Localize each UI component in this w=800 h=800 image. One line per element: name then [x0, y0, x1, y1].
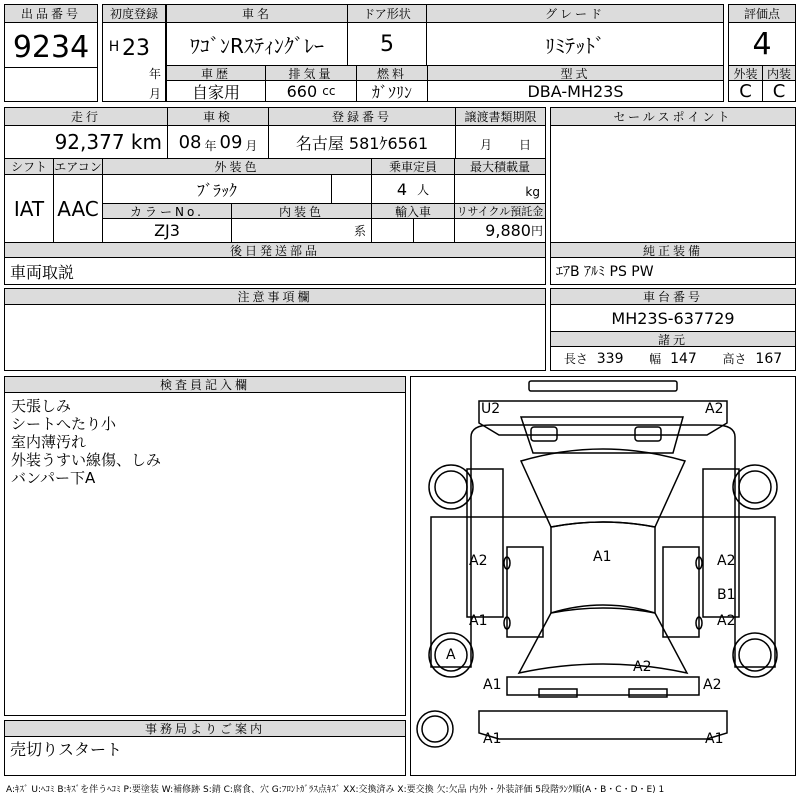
office-box — [4, 720, 406, 776]
history: 自家用 — [191, 82, 240, 102]
plate-label: 登録番号 — [269, 108, 455, 126]
recycle-fee: 9,880 円 — [485, 221, 543, 240]
damage-mark: A2 — [705, 401, 724, 417]
damage-mark: A2 — [633, 659, 652, 675]
history-label: 車歴 — [167, 66, 265, 81]
damage-mark: A2 — [469, 553, 488, 569]
damage-mark: U2 — [481, 401, 501, 417]
inspector-box — [4, 376, 406, 716]
transfer-month: 月 — [479, 137, 492, 152]
inspector-label: 検査員記入欄 — [5, 377, 405, 393]
car-name: ﾜｺﾞﾝRｽﾃｨﾝｸﾞﾚｰ — [190, 33, 324, 58]
damage-mark: A1 — [483, 677, 502, 693]
first-registration-box — [102, 4, 166, 102]
car-name-label: 車名 — [167, 5, 347, 23]
later-parts-label: 後日発送部品 — [5, 243, 545, 258]
chassis-label: 車台番号 — [551, 289, 795, 305]
lot-number: 9234 — [12, 29, 90, 65]
inspector-line: シートへたり小 — [11, 415, 117, 433]
grade-label: グレード — [427, 5, 723, 23]
score-box — [728, 4, 796, 102]
genuine-label: 純正装備 — [551, 243, 795, 258]
load-label: 最大積載量 — [455, 159, 545, 175]
int-grade: C — [772, 80, 786, 102]
damage-mark: A1 — [483, 731, 502, 747]
month-unit: 月 — [148, 86, 161, 101]
car-info-box — [166, 4, 724, 102]
mileage: 92,377 km — [54, 130, 162, 154]
color: ﾌﾞﾗｯｸ — [196, 180, 237, 200]
damage-mark: A1 — [469, 613, 488, 629]
interior-color-label: 内装色 — [232, 204, 371, 219]
interior-color-unit: 系 — [353, 224, 366, 238]
damage-diagram — [410, 376, 796, 776]
transfer-day: 日 — [518, 137, 531, 152]
reg-year: 23 — [122, 35, 150, 61]
displacement-label: 排気量 — [266, 66, 356, 81]
vehicle-detail-box — [4, 107, 546, 285]
score-label: 評価点 — [729, 5, 795, 23]
damage-mark: A1 — [593, 549, 612, 565]
score: 4 — [752, 26, 772, 62]
door-label: ドア形状 — [348, 5, 426, 23]
ac-label: エアコン — [54, 160, 102, 174]
car-outline — [411, 377, 795, 775]
model-label: 型式 — [428, 66, 723, 81]
inspector-line: 天張しみ — [11, 397, 72, 415]
inspector-line: 外装うすい線傷、しみ — [11, 451, 162, 469]
load-unit: kg — [525, 185, 540, 199]
fuel-label: 燃料 — [357, 66, 427, 81]
chassis-box — [550, 288, 796, 371]
inspection-label: 車検 — [168, 108, 268, 126]
inspector-line: 室内薄汚れ — [11, 433, 87, 451]
first-reg-label: 初度登録 — [103, 5, 165, 23]
recycle-label: リサイクル預託金 — [456, 205, 544, 218]
lot-label: 出品番号 — [5, 5, 97, 23]
grade: ﾘﾐﾃｯﾄﾞ — [545, 33, 605, 58]
transfer-label: 譲渡書類期限 — [456, 108, 545, 126]
capacity: 4 人 — [396, 179, 430, 199]
later-parts: 車両取説 — [10, 262, 75, 282]
shift: IAT — [13, 196, 45, 221]
office-label: 事務局よりご案内 — [5, 721, 405, 737]
sales-point-label: セールスポイント — [551, 108, 795, 126]
plate-number: 名古屋 581ｹ6561 — [295, 133, 429, 153]
displacement: 660 cc — [286, 81, 336, 101]
door-type: 5 — [380, 31, 394, 57]
mileage-label: 走行 — [5, 108, 167, 126]
dimensions: 長さ 339 幅 147 高さ 167 — [563, 351, 783, 367]
office-note: 売切りスタート — [10, 739, 123, 759]
inspector-line: バンパー下A — [11, 469, 96, 487]
shift-label: シフト — [5, 159, 53, 175]
notes-box — [4, 288, 546, 371]
genuine-equipment: ｴｱB ｱﾙﾐ PS PW — [556, 264, 654, 280]
inspector-notes — [11, 397, 161, 487]
damage-mark: A2 — [717, 553, 736, 569]
model: DBA-MH23S — [527, 81, 624, 101]
import-label: 輸入車 — [372, 204, 454, 219]
damage-mark: A1 — [705, 731, 724, 747]
legend: A:ｷｽﾞ U:ﾍｺﾐ B:ｷｽﾞを伴うﾍｺﾐ P:要塗装 W:補修跡 S:錆 C:腐食、穴 G:ﾌﾛﾝﾄｶﾞﾗｽ点ｷｽﾞ XX:交換済み X:要交換 欠:欠品 内外・外装評価 5段階ﾗﾝｸ順(A・B・C・D・E) 1 — [6, 784, 665, 795]
damage-mark: A — [446, 647, 456, 663]
color-no-label: カラーNo. — [103, 204, 231, 219]
year-unit: 年 — [148, 66, 161, 81]
color-label: 外装色 — [103, 159, 371, 175]
fuel: ｶﾞｿﾘﾝ — [371, 82, 412, 102]
era: H — [108, 39, 120, 55]
notes-label: 注意事項欄 — [5, 289, 545, 305]
aircon: AAC — [57, 196, 99, 221]
capacity-label: 乗車定員 — [372, 159, 454, 175]
chassis-number: MH23S-637729 — [611, 308, 735, 328]
int-label: 内装 — [763, 66, 795, 81]
inspection-date: 08 年 09 月 — [178, 131, 258, 153]
damage-mark: A2 — [717, 613, 736, 629]
ext-grade: C — [739, 80, 752, 102]
dims-label: 諸元 — [551, 332, 795, 347]
lot-box — [4, 4, 98, 102]
damage-mark: A2 — [703, 677, 722, 693]
damage-mark: B1 — [717, 587, 736, 603]
color-no: ZJ3 — [154, 221, 180, 240]
sales-point-box — [550, 107, 796, 285]
ext-label: 外装 — [729, 66, 762, 81]
